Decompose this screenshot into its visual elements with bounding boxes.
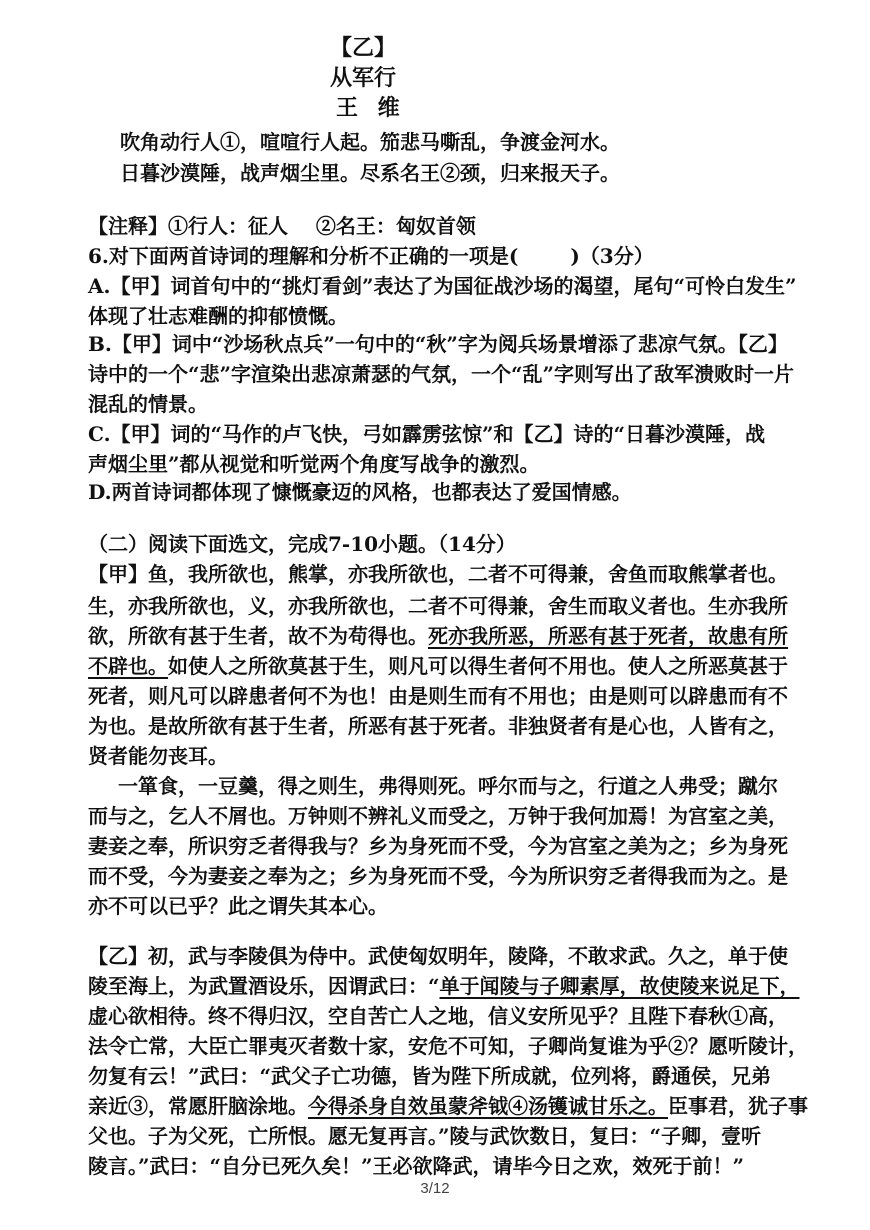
underlined-sentence-end: 不辟也。	[88, 654, 168, 678]
passage-jia-line-4-text: 如使人之所欲莫甚于生，则凡可以得生者何不用也。使人之所恶莫甚于	[168, 654, 788, 678]
passage-jia-line-2: 生，亦我所欲也，义，亦我所欲也，二者不可得兼，舍生而取义者也。生亦我所	[88, 594, 788, 618]
option-b-line-3: 混乱的情景。	[88, 392, 208, 416]
passage-yi-line-6-text: 亲近③，常愿肝脑涂地。	[88, 1094, 308, 1118]
passage-jia-line-3-text: 欲，所欲有甚于生者，故不为苟得也。	[88, 624, 428, 648]
option-d-line-1: D.两首诗词都体现了慷慨豪迈的风格，也都表达了爱国情感。	[88, 480, 632, 504]
option-b-line-1: B.【甲】词中“沙场秋点兵”一句中的“秋”字为阅兵场景增添了悲凉气氛。【乙】	[88, 332, 788, 356]
passage-yi-line-2-text: 陵至海上，为武置酒设乐，因谓武曰：“	[88, 974, 440, 998]
question-6-score: )（3分）	[570, 244, 654, 268]
passage-yi-line-6-end: 臣事君，犹子事	[668, 1094, 808, 1118]
passage-yi-line-6	[88, 1092, 808, 1120]
poem-line-1: 吹角动行人①，喧喧行人起。笳悲马嘶乱，争渡金河水。	[120, 130, 620, 154]
question-6-stem	[88, 242, 654, 270]
passage-yi-line-4: 法令亡常，大臣亡罪夷灭者数十家，安危不可知，子卿尚复谁为乎②？愿听陵计，	[88, 1034, 808, 1058]
passage-yi-line-7: 父也。子为父死，亡所恨。愿无复再言。”陵与武饮数日，复曰：“子卿，壹听	[88, 1124, 762, 1148]
passage-jia-line-5: 死者，则凡可以辟患者何不为也！由是则生而有不用也；由是则可以辟患而有不	[88, 684, 788, 708]
poem-label: 【乙】	[330, 35, 397, 61]
option-c-line-1: C.【甲】词的“马作的卢飞快，弓如霹雳弦惊”和【乙】诗的“日暮沙漠陲，战	[88, 422, 766, 446]
passage-jia-line-4	[88, 652, 788, 680]
option-c-line-2: 声烟尘里”都从视觉和听觉两个角度写战争的激烈。	[88, 452, 540, 476]
underlined-sentence: 单于闻陵与子卿素厚，故使陵来说足下，	[439, 974, 800, 998]
poem-line-2: 日暮沙漠陲，战声烟尘里。尽系名王②颈，归来报天子。	[120, 161, 620, 185]
passage-jia-line-6: 为也。是故所欲有甚于生者，所恶有甚于死者。非独贤者有是心也，人皆有之，	[88, 714, 788, 738]
option-a-line-2: 体现了壮志难酬的抑郁愤慨。	[88, 304, 348, 328]
question-6-stem-text: 6.对下面两首诗词的理解和分析不正确的一项是(	[88, 244, 519, 268]
passage-yi-line-1: 【乙】初，武与李陵俱为侍中。武使匈奴明年，陵降，不敢求武。久之，单于使	[88, 944, 788, 968]
page-number: 3/12	[420, 1180, 450, 1197]
passage-jia-line-10: 妻妾之奉，所识穷乏者得我与？乡为身死而不受，今为宫室之美为之；乡为身死	[88, 834, 788, 858]
passage-jia-line-3	[88, 622, 788, 650]
underlined-sentence: 今得杀身自效虽蒙斧钺④汤镬诚甘乐之。	[308, 1094, 668, 1118]
underlined-sentence: 死亦我所恶，所恶有甚于死者，故患有所	[428, 624, 788, 648]
passage-yi-line-3: 虚心欲相待。终不得归汉，空自苦亡人之地，信义安所见乎？且陛下春秋①高，	[88, 1004, 788, 1028]
passage-jia-line-11: 而不受，今为妻妾之奉为之；乡为身死而不受，今为所识穷乏者得我而为之。是	[88, 864, 788, 888]
poem-title: 从军行	[330, 65, 397, 91]
passage-jia-line-9: 而与之，乞人不屑也。万钟则不辨礼义而受之，万钟于我何加焉！为宫室之美，	[88, 804, 788, 828]
option-b-line-2: 诗中的一个“悲”字渲染出悲凉萧瑟的气氛，一个“乱”字则写出了敌军溃败时一片	[88, 362, 795, 386]
passage-jia-line-12: 亦不可以已乎？此之谓失其本心。	[88, 894, 388, 918]
passage-jia-line-1: 【甲】鱼，我所欲也，熊掌，亦我所欲也，二者不可得兼，舍鱼而取熊掌者也。	[88, 562, 788, 586]
passage-yi-line-5: 勿复有云！”武曰：“武父子亡功德，皆为陛下所成就，位列将，爵通侯，兄弟	[88, 1064, 772, 1088]
passage-yi-line-2	[88, 972, 800, 1000]
passage-yi-line-8: 陵言。”武曰：“自分已死久矣！”王必欲降武，请毕今日之欢，效死于前！”	[88, 1154, 745, 1178]
passage-jia-line-7: 贤者能勿丧耳。	[88, 744, 228, 768]
poem-author: 王 维	[336, 95, 406, 121]
poem-notes: 【注释】①行人：征人 ②名王：匈奴首领	[88, 214, 476, 238]
section-2-heading: （二）阅读下面选文，完成7-10小题。（14分）	[88, 532, 516, 556]
passage-jia-line-8: 一箪食，一豆羹，得之则生，弗得则死。呼尔而与之，行道之人弗受；蹴尔	[118, 774, 778, 798]
option-a-line-1: A.【甲】词首句中的“挑灯看剑”表达了为国征战沙场的渴望，尾句“可怜白发生”	[88, 274, 797, 298]
